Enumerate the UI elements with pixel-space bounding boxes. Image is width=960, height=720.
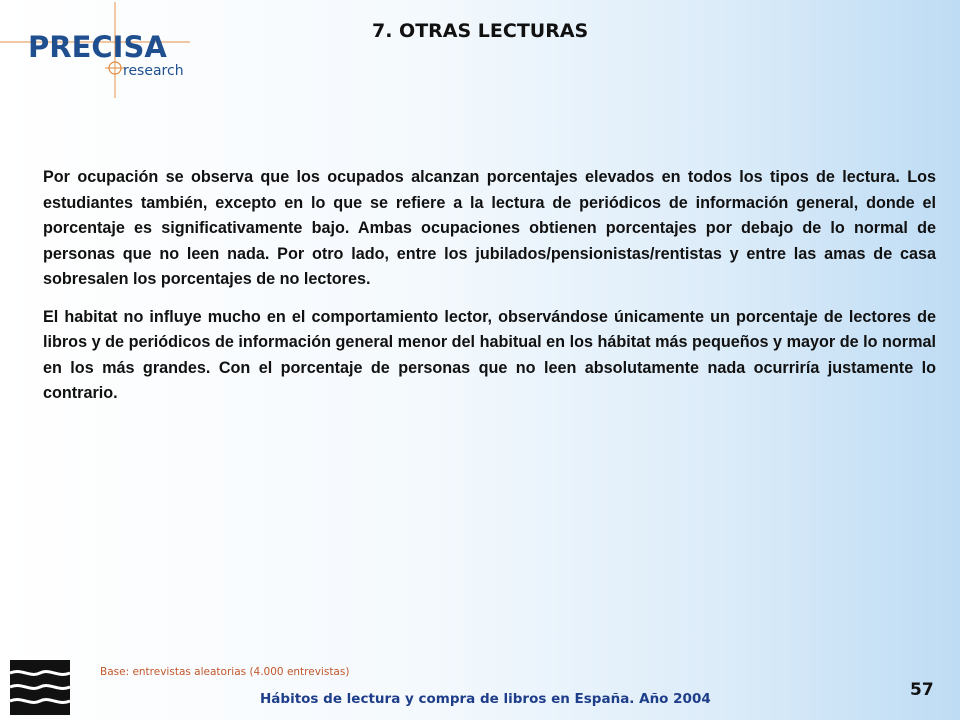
precisa-research-logo — [0, 0, 200, 100]
base-note: Base: entrevistas aleatorias (4.000 entrevistas) — [100, 666, 350, 678]
logo-subtitle: research — [123, 63, 184, 79]
logo-word: PRECISA — [28, 30, 167, 64]
paragraph-occupation: Por ocupación se observa que los ocupados alcanzan porcentajes elevados en todos los tipos de lectura. Los estudiantes también, excepto en lo que se refiere a la lectura de periódicos de información general, donde el porcentaje es significativamente bajo. Ambas ocupaciones obtienen porcentajes por debajo de lo normal de personas que no leen nada. Por otro lado, entre los jubilados/pensionistas/rentistas y entre las amas de casa sobresalen los porcentajes de no lectores. — [43, 168, 936, 288]
footer-title: Hábitos de lectura y compra de libros en España. Año 2004 — [260, 691, 711, 707]
body-text — [43, 165, 936, 419]
paragraph-habitat: El habitat no influye mucho en el comportamiento lector, observándose únicamente un porcentaje de lectores de libros y de periódicos de información general menor del habitual en los hábitat más pequeños y mayor de lo normal en los más grandes. Con el porcentaje de personas que no leen absolutamente nada ocurriría justamente lo contrario. — [43, 307, 936, 402]
page-title: 7. OTRAS LECTURAS — [372, 20, 589, 42]
page-number: 57 — [910, 680, 934, 700]
footer-book-icon — [10, 660, 70, 720]
